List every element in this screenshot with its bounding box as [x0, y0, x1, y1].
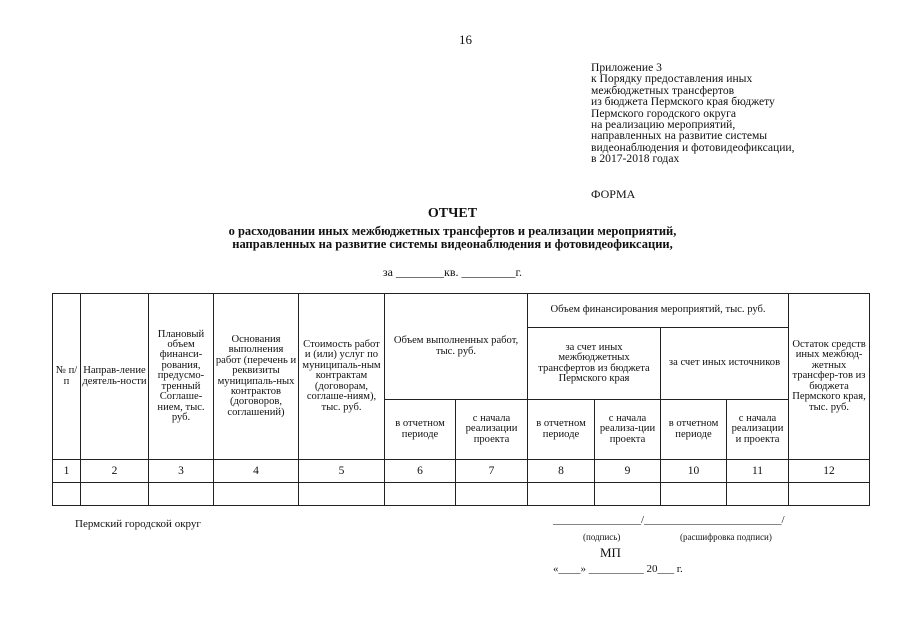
document-subtitle — [0, 225, 905, 251]
table-cell — [661, 483, 727, 506]
table-cell — [299, 483, 385, 506]
header-cell: в отчетном периоде — [528, 400, 595, 460]
column-number: 1 — [53, 460, 81, 483]
municipality-label: Пермский городской округ — [75, 518, 201, 530]
header-group-performed: Объем выполненных работ, тыс. руб. — [385, 294, 528, 400]
header-cell: Плановый объем финанси-рования, предусмо-тренный Соглаше-нием, тыс. руб. — [149, 294, 214, 460]
table-cell — [53, 483, 81, 506]
table-cell — [456, 483, 528, 506]
header-cell: № п/п — [53, 294, 81, 460]
column-number: 9 — [595, 460, 661, 483]
header-cell: с начала реализа-ции проекта — [595, 400, 661, 460]
column-number: 6 — [385, 460, 456, 483]
page-number: 16 — [459, 32, 472, 47]
form-label: ФОРМА — [591, 187, 636, 201]
date-line: «____» __________ 20___ г. — [553, 563, 683, 575]
column-number: 11 — [727, 460, 789, 483]
appendix-line: Приложение 3 — [591, 61, 662, 74]
empty-data-row — [53, 483, 870, 506]
appendix-line: на реализацию мероприятий, — [591, 118, 736, 132]
stamp-label: МП — [600, 545, 621, 560]
appendix-block — [591, 62, 891, 165]
appendix-line: Пермского городского округа — [591, 106, 736, 120]
header-cell: Основания выполнения работ (перечень и реквизиты муниципаль-ных контрактов (договоров, соглашений) — [214, 294, 299, 460]
column-number: 8 — [528, 460, 595, 483]
header-cell: Остаток средств иных межбюд-жетных трансфер-тов из бюджета Пермского края, тыс. руб. — [789, 294, 870, 460]
report-table — [52, 293, 870, 506]
header-cell: в отчетном периоде — [385, 400, 456, 460]
subtitle-line: о расходовании иных межбюджетных трансфертов и реализации мероприятий, — [228, 224, 677, 238]
header-cell: в отчетном периоде — [661, 400, 727, 460]
table-cell — [214, 483, 299, 506]
appendix-line: межбюджетных трансфертов — [591, 83, 735, 97]
column-number: 3 — [149, 460, 214, 483]
header-cell: Направ-ление деятель-ности — [81, 294, 149, 460]
subtitle-line: направленных на развитие системы видеонаблюдения и фотовидеофиксации, — [232, 237, 673, 251]
column-number: 2 — [81, 460, 149, 483]
header-cell: Стоимость работ и (или) услуг по муниципаль-ным контрактам (договорам, соглаше-ниям), тыс. руб. — [299, 294, 385, 460]
table-cell — [789, 483, 870, 506]
column-number: 12 — [789, 460, 870, 483]
table-cell — [149, 483, 214, 506]
header-group-financing: Объем финансирования мероприятий, тыс. руб. — [528, 294, 789, 328]
signature-line: ________________/_________________________/ — [553, 514, 785, 526]
column-number: 5 — [299, 460, 385, 483]
appendix-line: к Порядку предоставления иных — [591, 72, 753, 86]
table-cell — [528, 483, 595, 506]
document-title: ОТЧЕТ — [427, 206, 478, 221]
table-cell — [81, 483, 149, 506]
header-group-other: за счет иных источников — [661, 328, 789, 400]
header-cell: с начала реализации проекта — [456, 400, 528, 460]
decryption-caption: (расшифровка подписи) — [680, 532, 772, 542]
table-cell — [727, 483, 789, 506]
header-group-transfers: за счет иных межбюджетных трансфертов из бюджета Пермского края — [528, 328, 661, 400]
table-cell — [595, 483, 661, 506]
column-number: 10 — [661, 460, 727, 483]
appendix-line: направленных на развитие системы — [591, 129, 768, 143]
signature-caption: (подпись) — [583, 532, 621, 542]
appendix-line: видеонаблюдения и фотовидеофиксации, — [591, 140, 795, 154]
header-cell: с начала реализации и проекта — [727, 400, 789, 460]
report-period-line: за ________кв. _________г. — [382, 265, 523, 279]
column-number: 7 — [456, 460, 528, 483]
appendix-line: из бюджета Пермского края бюджету — [591, 95, 775, 109]
column-number-row — [53, 460, 870, 483]
table-cell — [385, 483, 456, 506]
column-number: 4 — [214, 460, 299, 483]
appendix-line: в 2017-2018 годах — [591, 152, 680, 166]
